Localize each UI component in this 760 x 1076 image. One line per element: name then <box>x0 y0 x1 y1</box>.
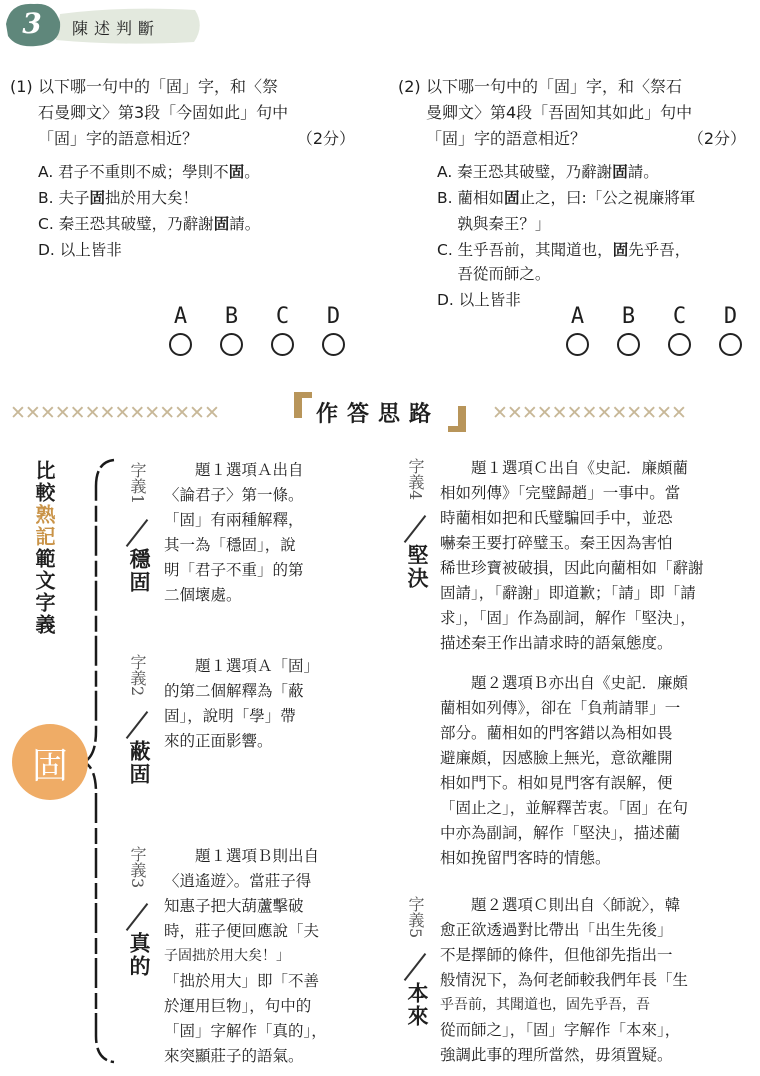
q2-option-d: D. 以上皆非 <box>437 291 521 309</box>
q2-bubble-c[interactable] <box>668 333 691 356</box>
yi-4-label: 字義4 <box>406 458 425 501</box>
side-title: 比較熟記範文字義 <box>32 460 56 636</box>
q1-bubble-d[interactable] <box>322 333 345 356</box>
yi-5-word: 本來 <box>405 982 430 1028</box>
yi-3-label: 字義3 <box>128 846 147 889</box>
q2-option-b: B. 藺相如固止之，曰:「公之視廉將軍 <box>437 189 696 207</box>
yi-4-text: 題１選項Ｃ出自《史記．廉頗藺 相如列傳》「完璧歸趙」一事中。當 時藺相如把和氏璧騙回手中，並恐 嚇秦王要打碎璧玉。秦王因為害怕 稀世珍寶被破損，因此向藺相如「辭謝 固請」，「辭謝」即道歉；「請」即「請 求」，「固」作為副詞，解作「堅決」， 描述秦王作出請求時的語氣態度。 題２選項Ｂ亦出自《史記．廉頗 藺相如列傳》，卻在「負荊請罪」一 部分。藺相如的門客錯以為相如畏 避廉頗，因感臉上無光，意欲離開 相如門下。相如見門客有誤解，便 「固止之」，並解釋苦衷。「固」在句 中亦為副詞，解作「堅決」，描述藺 相如挽留門客時的情態。 <box>440 459 704 867</box>
q1-letter-d: D <box>326 304 341 329</box>
q2-letter-b: B <box>621 304 636 329</box>
q1-letter-b: B <box>224 304 239 329</box>
question-1 <box>10 74 355 152</box>
q1-bubble-b[interactable] <box>220 333 243 356</box>
q2-letter-d: D <box>723 304 738 329</box>
yi-5-label: 字義5 <box>406 896 425 939</box>
q2-option-a: A. 秦王恐其破璧，乃辭謝固請。 <box>437 163 659 181</box>
yi-3-text: 題１選項Ｂ則出自 〈逍遙遊〉。當莊子得 知惠子把大葫蘆擊破 時，莊子便回應說「夫 子固拙於用大矣！」 「拙於用大」即「不善 於運用巨物」，句中的 「固」字解作「真的」， 來突顯莊子的語氣。 <box>164 847 327 1065</box>
yi-2-word: 蔽固 <box>127 740 152 786</box>
answer-approach-title: 作答思路 <box>316 401 441 427</box>
question-1-line-1: 以下哪一句中的「固」字，和〈祭 <box>38 77 279 96</box>
yi-2-label: 字義2 <box>128 654 147 697</box>
gu-character: 固 <box>31 746 68 787</box>
question-1-line-3: 「固」字的語意相近？ （2分） <box>38 126 355 152</box>
yi-2-slash <box>126 711 149 739</box>
question-1-number: (1) <box>10 77 33 96</box>
question-1-score: （2分） <box>296 129 355 148</box>
q1-letter-c: C <box>275 304 290 329</box>
yi-5-slash <box>404 953 427 981</box>
q2-bubble-b[interactable] <box>617 333 640 356</box>
section-title: 陳述判斷 <box>72 19 161 38</box>
q1-answer-letters <box>155 304 359 329</box>
divider-right: ✕✕✕✕✕✕✕✕✕✕✕✕✕ <box>492 402 686 424</box>
yi-4-slash <box>404 515 427 543</box>
q1-answer-bubbles[interactable] <box>155 333 359 356</box>
question-2-number: (2) <box>398 77 421 96</box>
question-2-score: （2分） <box>687 129 746 148</box>
q1-letter-a: A <box>173 304 188 329</box>
question-2-line-3: 「固」字的語意相近？ （2分） <box>426 126 746 152</box>
q2-option-c-cont: 吾從而師之。 <box>437 265 551 283</box>
yi-1-slash <box>126 519 149 547</box>
q1-option-a: A. 君子不重則不威；學則不固。 <box>38 163 260 181</box>
yi-1-label: 字義1 <box>128 462 147 505</box>
q2-bubble-d[interactable] <box>719 333 742 356</box>
yi-1-text: 題１選項Ａ出自 〈論君子〉第一條。 「固」有兩種解釋， 其一為「穩固」，說 明「君子不重」的第 二個壞處。 <box>164 461 304 604</box>
yi-3-word: 真的 <box>127 932 152 978</box>
question-2 <box>398 74 746 152</box>
q2-letter-a: A <box>570 304 585 329</box>
q1-bubble-c[interactable] <box>271 333 294 356</box>
yi-2-text: 題１選項Ａ「固」 的第二個解釋為「蔽 固」，說明「學」帶 來的正面影響。 <box>164 657 320 750</box>
question-2-line-2: 曼卿文〉第4段「吾固知其如此」句中 <box>426 103 693 122</box>
divider-left: ✕✕✕✕✕✕✕✕✕✕✕✕✕✕ <box>10 402 219 424</box>
q1-bubble-a[interactable] <box>169 333 192 356</box>
section-number: 3 <box>22 7 42 40</box>
q2-answer-bubbles[interactable] <box>552 333 756 356</box>
yi-3-slash <box>126 903 149 931</box>
q2-bubble-a[interactable] <box>566 333 589 356</box>
q1-option-c: C. 秦王恐其破璧，乃辭謝固請。 <box>38 215 261 233</box>
question-2-line-1: 以下哪一句中的「固」字，和〈祭石 <box>426 77 683 96</box>
q2-option-b-cont: 孰與秦王？」 <box>437 215 551 233</box>
yi-1-word: 穩固 <box>127 548 152 594</box>
question-1-line-2: 石曼卿文〉第3段「今固如此」句中 <box>38 103 289 122</box>
q2-letter-c: C <box>672 304 687 329</box>
q2-answer-letters <box>552 304 756 329</box>
q1-option-d: D. 以上皆非 <box>38 241 122 259</box>
q2-option-c: C. 生乎吾前，其聞道也，固先乎吾， <box>437 241 691 259</box>
yi-4-word: 堅決 <box>405 544 430 590</box>
yi-5-text: 題２選項Ｃ則出自〈師說〉，韓 愈正欲透過對比帶出「出生先後」 不是擇師的條件，但他卻先指出一 般情況下，為何老師較我們年長「生 乎吾前，其聞道也，固先乎吾，吾 從而師之」，「固」字解作「本來」， 強調此事的理所當然，毋須置疑。 <box>440 896 689 1064</box>
q1-option-b: B. 夫子固拙於用大矣！ <box>38 189 199 207</box>
